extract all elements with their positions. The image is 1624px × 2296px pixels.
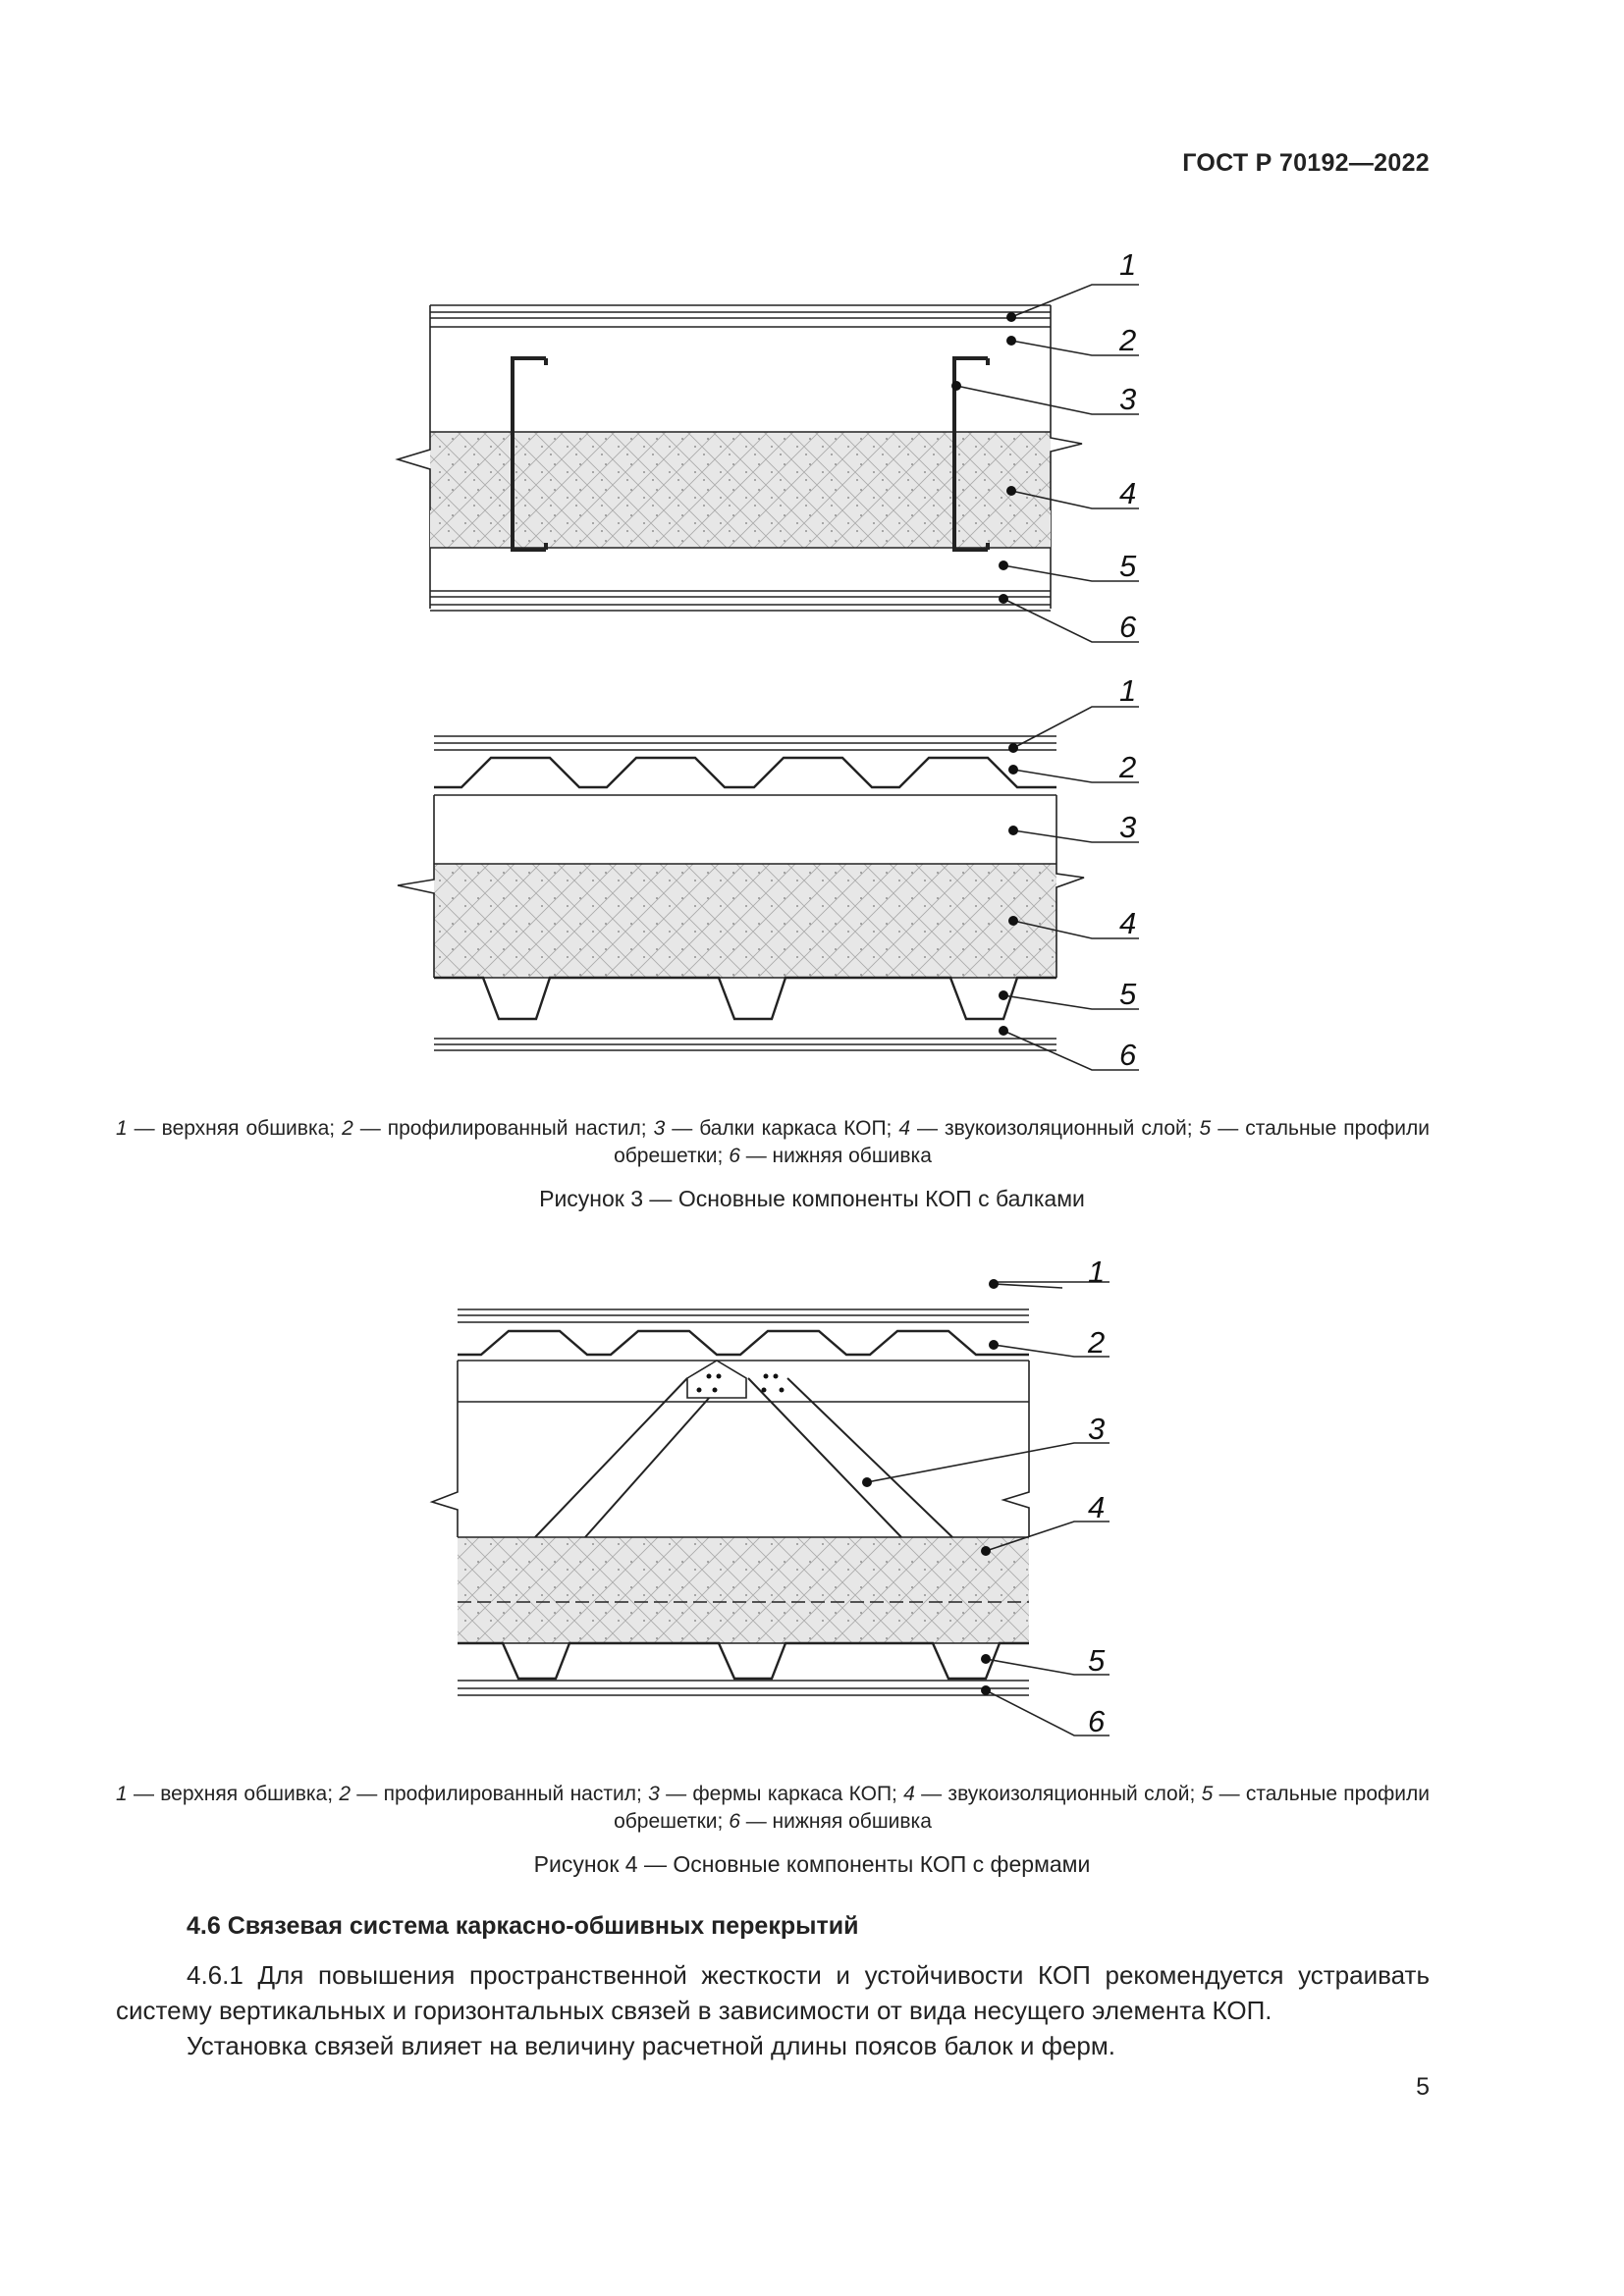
fig4-callout-4: 4 (1088, 1490, 1106, 1524)
fig3b-callout-3: 3 (1119, 810, 1137, 844)
fig3a-callout-1: 1 (1119, 247, 1137, 282)
figure4-legend: 1 — верхняя обшивка; 2 — профилированный настил; 3 — фермы каркаса КОП; 4 — звукоизоляционный слой; 5 — стальные профили обрешетки; 6 — нижняя обшивка (116, 1783, 1431, 1833)
section-heading: 4.6 Связевая система каркасно-обшивных перекрытий (187, 1912, 859, 1940)
fig3b-callout-5: 5 (1119, 977, 1137, 1011)
standard-designation: ГОСТ Р 70192—2022 (1182, 149, 1430, 177)
figure3-beam-section-drawing (0, 245, 1624, 658)
fig3a-callout-6: 6 (1119, 610, 1137, 644)
fig3b-callout-6: 6 (1119, 1038, 1137, 1072)
fig3b-callout-1: 1 (1119, 673, 1137, 708)
paragraph-bracing-effect: Установка связей влияет на величину расчетной длины поясов балок и ферм. (187, 2031, 1115, 2060)
fig4-callout-1: 1 (1088, 1255, 1106, 1289)
fig3a-callout-2: 2 (1119, 323, 1137, 357)
fig3b-callout-2: 2 (1119, 750, 1137, 784)
figure3-legend: 1 — верхняя обшивка; 2 — профилированный настил; 3 — балки каркаса КОП; 4 — звукоизоляционный слой; 5 — стальные профили обрешетки; 6 — нижняя обшивка (116, 1117, 1431, 1167)
figure3-title: Рисунок 3 — Основные компоненты КОП с балками (539, 1186, 1085, 1211)
fig3b-callout-4: 4 (1119, 906, 1137, 940)
page-number: 5 (1416, 2073, 1430, 2101)
fig4-callout-3: 3 (1088, 1412, 1106, 1446)
figure3-deck-section-drawing (0, 672, 1624, 1072)
fig4-callout-6: 6 (1088, 1704, 1106, 1738)
fig3a-callout-3: 3 (1119, 382, 1137, 416)
fig4-callout-2: 2 (1088, 1325, 1106, 1360)
section-body (116, 1957, 1430, 2063)
fig4-callout-5: 5 (1088, 1643, 1106, 1678)
figure4-truss-section-drawing (0, 1256, 1624, 1747)
fig3a-callout-4: 4 (1119, 476, 1137, 510)
fig3a-callout-5: 5 (1119, 549, 1137, 583)
paragraph-4-6-1: 4.6.1 Для повышения пространственной жесткости и устойчивости КОП рекомендуется устраивать систему вертикальных и горизонтальных связей в зависимости от вида несущего элемента КОП. (116, 1960, 1430, 2025)
figure4-title: Рисунок 4 — Основные компоненты КОП с фермами (533, 1851, 1091, 1877)
